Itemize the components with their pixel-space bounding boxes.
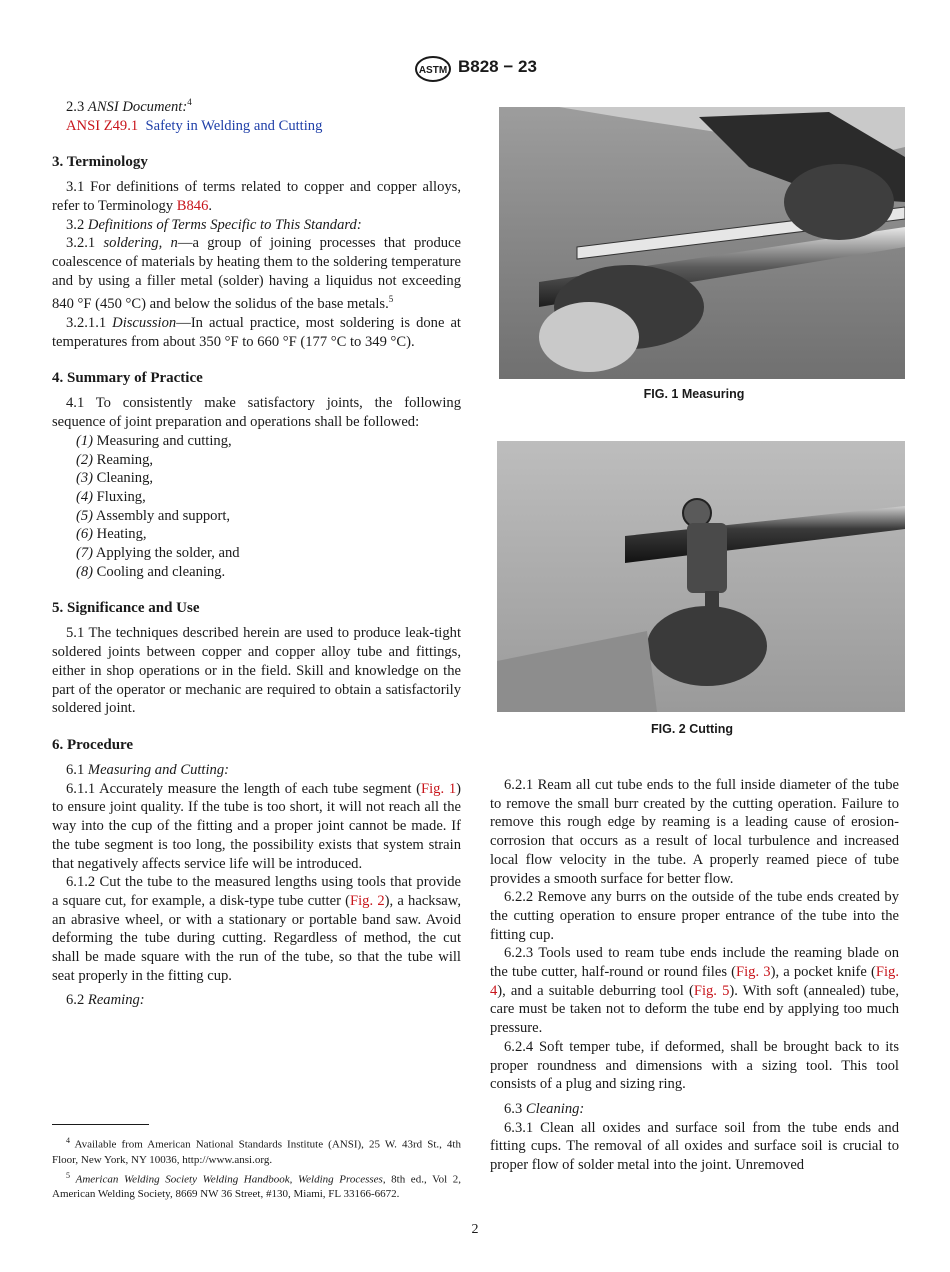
para-6-1-2: 6.1.2 Cut the tube to the measured lengths using tools that provide a square cut, for example, a disk-type tube cutter (Fig. 2), a hacksaw, an abrasive wheel, or with a stationary or portable band saw. Avoid deforming the tube during cutting. Regardless of method, the cut shall be made square with the run of the tube, so that the tube will seat properly in the fitting cup. [52, 874, 461, 984]
para-6-1: 6.1 Measuring and Cutting: [66, 762, 229, 778]
para-6-2-4: 6.2.4 Soft temper tube, if deformed, shall be brought back to its proper roundness and dimensions with a sizing tool. This tool consists of a plug and sizing ring. [490, 1038, 899, 1093]
para-3-2-1-1: 3.2.1.1 Discussion—In actual practice, most soldering is done at temperatures from about 350 °F to 660 °F (177 °C to 349 °C). [52, 315, 461, 350]
footnote-5: $^5$ American Welding Society Welding Handbook, Welding Processes, 8th ed., Vol 2, American Welding Society, 8669 NW 36 Street, #130, Miami, FL 33166-6672. [52, 1170, 462, 1201]
figure-1-photo [499, 107, 905, 379]
left-column [52, 93, 461, 1010]
para-4-1: 4.1 To consistently make satisfactory joints, the following sequence of joint preparation and operations shall be followed: [52, 395, 461, 431]
fig-1-link[interactable]: Fig. 1 [421, 780, 457, 797]
b846-link[interactable]: B846 [176, 197, 209, 214]
para-3-2: 3.2 Definitions of Terms Specific to This Standard: [66, 216, 362, 233]
para-6-2-1: 6.2.1 Ream all cut tube ends to the full inside diameter of the tube to remove the small burr created by the cutting operation. Failure to remove this rough edge by reaming is a leading cause of erosion-corrosion that occurs as a result of local turbulence and increased local flow velocity in the tube. A properly reamed piece of tube provides a smooth surface for better flow. [490, 777, 899, 887]
measuring-photo-illustration [499, 107, 905, 379]
list-item: (8) Cooling and cleaning. [76, 563, 226, 580]
astm-logo [414, 55, 452, 83]
list-item: (3) Cleaning, [76, 470, 154, 487]
fig-3-link[interactable]: Fig. 3 [736, 964, 771, 981]
ansi-z49-title-link[interactable]: Safety in Welding and Cutting [145, 117, 323, 134]
footnote-4: $^4$ Available from American National Standards Institute (ANSI), 25 W. 43rd St., 4th Floor, New York, NY 10036, http://www.ansi.org. [52, 1136, 461, 1166]
para-6-2-3: 6.2.3 Tools used to ream tube ends include the reaming blade on the tube cutter, half-round or round files (Fig. 3), a pocket knife (Fig. 4), and a suitable deburring tool (Fig. 5). With soft (annealed) tube, care must be taken not to deform the tube end by applying too much pressure. [490, 945, 899, 1037]
section-6-heading: 6. Procedure [52, 737, 134, 753]
svg-text:ASTM: ASTM [418, 65, 448, 76]
cutting-photo-illustration [497, 441, 905, 712]
para-3-1: 3.1 For definitions of terms related to copper and copper alloys, refer to Terminology B846. [52, 179, 461, 214]
list-item: (4) Fluxing, [76, 488, 146, 505]
para-6-2: 6.2 Reaming: [66, 992, 145, 1009]
section-2-3: 2.3 ANSI Document:$^4$ [66, 97, 192, 115]
page-number: 2 [471, 1222, 479, 1237]
page-header [0, 55, 950, 85]
right-column-text [490, 776, 899, 1175]
para-3-2-1: 3.2.1 soldering, n—a group of joining processes that produce coalescence of materials by heating them to the soldering temperature and by using a filler metal (solder) having a liquidus not exceeding 840 °F (450 °C) and below the solidus of the base metals.$^5$ [52, 235, 462, 313]
list-item: (6) Heating, [76, 526, 147, 543]
fig-2-link[interactable]: Fig. 2 [350, 892, 385, 909]
document-designation: B828 − 23 [458, 57, 537, 76]
figure-2-caption: FIG. 2 Cutting [651, 722, 733, 736]
list-item: (7) Applying the solder, and [76, 545, 240, 562]
figure-1-caption: FIG. 1 Measuring [643, 387, 745, 401]
section-3-heading: 3. Terminology [52, 154, 148, 171]
section-5-heading: 5. Significance and Use [52, 600, 200, 617]
fig-4-link[interactable]: Fig. 4 [490, 964, 899, 999]
para-6-3: 6.3 Cleaning: [504, 1100, 585, 1117]
para-6-1-1: 6.1.1 Accurately measure the length of each tube segment (Fig. 1) to ensure joint quality. If the tube is too short, it will not reach all the way into the cup of the fitting and a proper joint cannot be made. If the tube segment is too long, the possibility exists that system strain that negatively affects service life will be introduced. [52, 780, 461, 872]
footnote-divider [52, 1124, 149, 1125]
para-6-3-1: 6.3.1 Clean all oxides and surface soil from the tube ends and fitting cups. The removal of all oxides and surface soil is crucial to proper flow of solder metal into the joint. Unremoved [490, 1119, 899, 1174]
section-4-heading: 4. Summary of Practice [52, 370, 203, 387]
ansi-z49-link[interactable]: ANSI Z49.1 [66, 117, 139, 134]
list-item: (2) Reaming, [76, 451, 154, 468]
fig-5-link[interactable]: Fig. 5 [693, 982, 730, 999]
list-item: (5) Assembly and support, [76, 507, 231, 524]
list-item: (1) Measuring and cutting, [76, 432, 232, 449]
para-6-2-2: 6.2.2 Remove any burrs on the outside of the tube ends created by the cutting operation to ensure proper entrance of the tube into the fitting cup. [490, 889, 899, 943]
sequence-list [52, 432, 461, 582]
figure-2-photo [497, 441, 905, 712]
ansi-z49-reference [52, 117, 461, 136]
footnotes [52, 1133, 461, 1202]
para-5-1: 5.1 The techniques described herein are used to produce leak-tight soldered joints between copper and copper alloy tube and fittings, either in shop operations or in the field. Skill and knowledge on the part of the operator or mechanic are required to obtain a satisfactorily soldered joint. [52, 625, 461, 717]
